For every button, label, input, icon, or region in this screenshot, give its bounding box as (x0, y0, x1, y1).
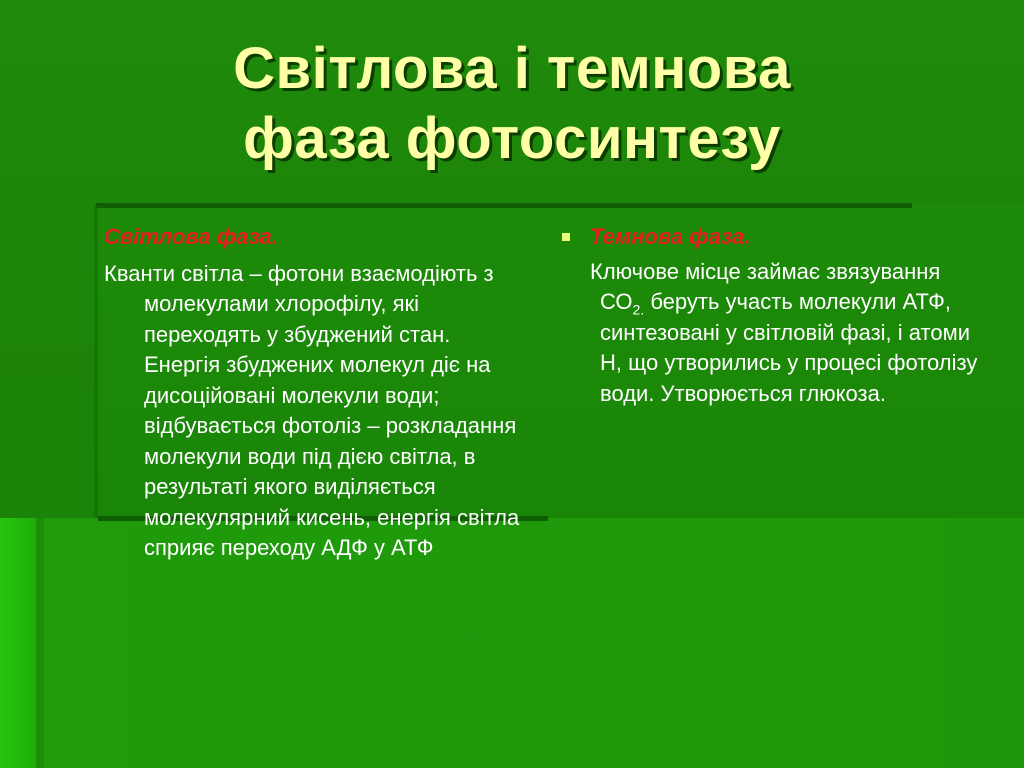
top-divider-rule (96, 203, 912, 208)
dark-phase-body-part-2: беруть участь молекули АТФ, синтезовані у світловій фазі, і атоми Н, що утворились у процесі фотолізу води. Утворюється глюкоза. (600, 289, 978, 406)
light-phase-heading: Світлова фаза. (104, 224, 279, 249)
light-phase-column (104, 222, 534, 564)
dark-phase-heading-row (562, 222, 982, 253)
light-phase-body: Кванти світла – фотони взаємодіють з молекулами хлорофілу, які переходять у збуджений стан. Енергія збуджених молекул діє на дисоційовані молекули води; відбувається фотоліз – розкладання молекули води під дією світла, в результаті якого виділяється молекулярний кисень, енергія світла сприяє переходу АДФ у АТФ (104, 260, 520, 560)
left-vertical-rule (94, 205, 98, 518)
dark-phase-body-subscript: 2. (632, 301, 645, 318)
square-bullet-icon (562, 233, 570, 241)
slide-title-line-2: фаза фотосинтезу (243, 106, 781, 171)
dark-phase-column (562, 222, 982, 409)
background-panel-left (0, 518, 40, 768)
dark-phase-body (562, 257, 980, 410)
dark-phase-heading: Темнова фаза. (590, 224, 751, 249)
slide-title-line-1: Світлова і темнова (233, 36, 791, 101)
dark-phase-body-part-1: Ключове місце займає звязування СО (590, 258, 941, 314)
slide-title (0, 34, 1024, 174)
